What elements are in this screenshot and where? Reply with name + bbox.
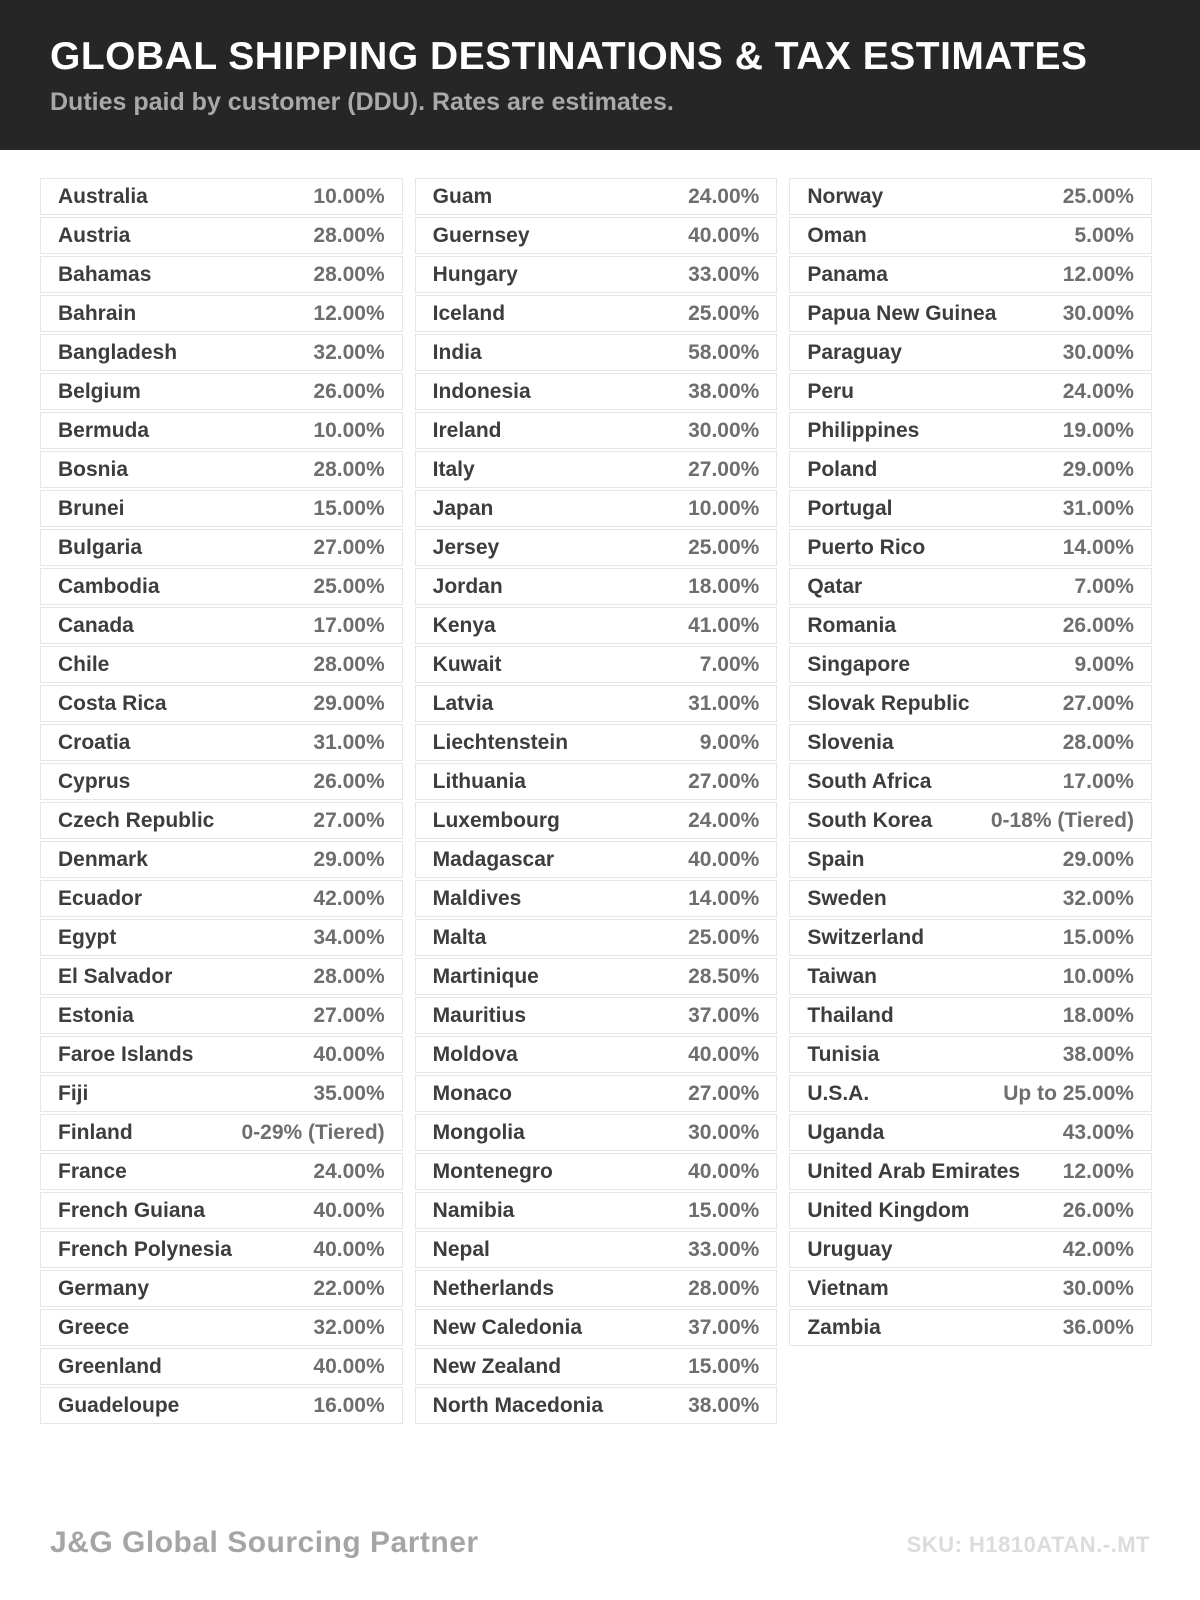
country-name: Indonesia xyxy=(432,379,531,403)
table-row xyxy=(415,295,778,332)
tax-rate: 36.00% xyxy=(1062,1315,1134,1339)
country-name: Montenegro xyxy=(432,1159,553,1183)
country-name: Slovenia xyxy=(807,730,894,754)
country-name: Kuwait xyxy=(432,652,502,676)
tax-rate: 30.00% xyxy=(688,418,760,442)
table-row xyxy=(789,1036,1152,1073)
table-row xyxy=(789,919,1152,956)
country-name: Luxembourg xyxy=(432,808,560,832)
tax-rate: 26.00% xyxy=(313,379,385,403)
country-name: New Caledonia xyxy=(432,1315,583,1339)
tax-rate: 25.00% xyxy=(313,574,385,598)
tax-rate: 14.00% xyxy=(1062,535,1134,559)
tax-rate: 17.00% xyxy=(313,613,385,637)
table-row xyxy=(415,841,778,878)
country-name: Jersey xyxy=(432,535,500,559)
tax-rate: 34.00% xyxy=(313,925,385,949)
tax-rate: 10.00% xyxy=(313,184,385,208)
table-row xyxy=(415,1075,778,1112)
shipping-rates-table xyxy=(40,178,1152,1426)
country-name: Greece xyxy=(58,1315,130,1339)
country-name: Fiji xyxy=(58,1081,89,1105)
table-row xyxy=(789,178,1152,215)
page-title: GLOBAL SHIPPING DESTINATIONS & TAX ESTIMATES xyxy=(50,35,1088,78)
table-row xyxy=(789,1075,1152,1112)
table-row xyxy=(40,295,403,332)
table-row xyxy=(415,919,778,956)
table-row xyxy=(40,763,403,800)
table-row xyxy=(415,802,778,839)
country-name: Panama xyxy=(807,262,888,286)
table-row xyxy=(415,607,778,644)
country-name: Uganda xyxy=(807,1120,885,1144)
table-row xyxy=(40,997,403,1034)
tax-rate: 40.00% xyxy=(313,1237,385,1261)
country-name: Bahamas xyxy=(58,262,152,286)
country-name: Vietnam xyxy=(807,1276,889,1300)
table-row xyxy=(40,568,403,605)
table-row xyxy=(415,880,778,917)
country-name: Tunisia xyxy=(807,1042,880,1066)
country-name: Ireland xyxy=(432,418,502,442)
country-name: French Polynesia xyxy=(58,1237,232,1261)
table-row xyxy=(415,1387,778,1424)
tax-rate: 29.00% xyxy=(313,691,385,715)
tax-rate: 37.00% xyxy=(688,1315,760,1339)
tax-rate: 28.00% xyxy=(313,652,385,676)
tax-rate: 40.00% xyxy=(688,1042,760,1066)
table-row xyxy=(415,1231,778,1268)
table-row xyxy=(40,724,403,761)
tax-rate: 24.00% xyxy=(688,808,760,832)
table-row xyxy=(789,412,1152,449)
table-row xyxy=(789,685,1152,722)
country-name: Netherlands xyxy=(432,1276,555,1300)
tax-rate: 9.00% xyxy=(699,730,760,754)
country-name: Portugal xyxy=(807,496,893,520)
table-row xyxy=(415,412,778,449)
tax-rate: 29.00% xyxy=(313,847,385,871)
country-name: Belgium xyxy=(58,379,141,403)
tax-rate: 37.00% xyxy=(688,1003,760,1027)
tax-rate: 27.00% xyxy=(1062,691,1134,715)
table-row xyxy=(415,256,778,293)
country-name: Liechtenstein xyxy=(432,730,569,754)
tax-rate: 32.00% xyxy=(313,340,385,364)
country-name: India xyxy=(432,340,482,364)
table-column-3 xyxy=(789,178,1152,1348)
table-row xyxy=(415,451,778,488)
country-name: Chile xyxy=(58,652,110,676)
table-row xyxy=(789,1114,1152,1151)
country-name: U.S.A. xyxy=(807,1081,870,1105)
table-row xyxy=(415,958,778,995)
table-row xyxy=(40,646,403,683)
tax-rate: 12.00% xyxy=(313,301,385,325)
tax-rate: 0-29% (Tiered) xyxy=(241,1120,385,1144)
page-footer xyxy=(0,1526,1200,1560)
country-name: Egypt xyxy=(58,925,117,949)
country-name: Moldova xyxy=(432,1042,518,1066)
table-row xyxy=(40,1348,403,1385)
tax-rate: 38.00% xyxy=(688,379,760,403)
tax-rate: 30.00% xyxy=(1062,340,1134,364)
tax-rate: 9.00% xyxy=(1074,652,1134,676)
table-row xyxy=(789,334,1152,371)
country-name: Nepal xyxy=(432,1237,490,1261)
country-name: Austria xyxy=(58,223,131,247)
table-row xyxy=(789,841,1152,878)
country-name: Greenland xyxy=(58,1354,162,1378)
table-row xyxy=(40,1231,403,1268)
table-row xyxy=(789,880,1152,917)
table-row xyxy=(40,685,403,722)
country-name: Namibia xyxy=(432,1198,515,1222)
table-row xyxy=(789,607,1152,644)
page-header xyxy=(0,0,1200,150)
country-name: Cyprus xyxy=(58,769,131,793)
tax-rate: 40.00% xyxy=(688,1159,760,1183)
country-name: North Macedonia xyxy=(432,1393,604,1417)
table-row xyxy=(789,646,1152,683)
tax-rate: 27.00% xyxy=(313,535,385,559)
table-row xyxy=(40,607,403,644)
tax-rate: 22.00% xyxy=(313,1276,385,1300)
country-name: Bosnia xyxy=(58,457,129,481)
tax-rate: 40.00% xyxy=(313,1198,385,1222)
table-row xyxy=(40,451,403,488)
tax-rate: 17.00% xyxy=(1062,769,1134,793)
country-name: Poland xyxy=(807,457,878,481)
table-row xyxy=(789,568,1152,605)
tax-rate: 58.00% xyxy=(688,340,760,364)
country-name: French Guiana xyxy=(58,1198,206,1222)
table-row xyxy=(789,802,1152,839)
country-name: Guadeloupe xyxy=(58,1393,180,1417)
tax-rate: 10.00% xyxy=(688,496,760,520)
country-name: Martinique xyxy=(432,964,539,988)
table-row xyxy=(40,841,403,878)
country-name: South Africa xyxy=(807,769,932,793)
country-name: Denmark xyxy=(58,847,148,871)
tax-rate: 28.00% xyxy=(313,964,385,988)
country-name: Canada xyxy=(58,613,134,637)
table-row xyxy=(789,763,1152,800)
table-row xyxy=(40,1036,403,1073)
table-row xyxy=(415,1348,778,1385)
table-row xyxy=(415,763,778,800)
country-name: Spain xyxy=(807,847,865,871)
country-name: Iceland xyxy=(432,301,506,325)
country-name: South Korea xyxy=(807,808,933,832)
country-name: Jordan xyxy=(432,574,503,598)
tax-rate: 28.50% xyxy=(688,964,760,988)
table-row xyxy=(415,217,778,254)
tax-rate: 27.00% xyxy=(688,769,760,793)
tax-rate: 18.00% xyxy=(688,574,760,598)
table-row xyxy=(789,256,1152,293)
tax-rate: 31.00% xyxy=(688,691,760,715)
country-name: Lithuania xyxy=(432,769,526,793)
country-name: Thailand xyxy=(807,1003,894,1027)
country-name: Peru xyxy=(807,379,855,403)
table-row xyxy=(40,1114,403,1151)
table-row xyxy=(40,334,403,371)
table-row xyxy=(415,490,778,527)
table-row xyxy=(789,295,1152,332)
table-row xyxy=(415,724,778,761)
table-row xyxy=(40,490,403,527)
tax-rate: 12.00% xyxy=(1062,1159,1134,1183)
tax-rate: 27.00% xyxy=(313,808,385,832)
country-name: Slovak Republic xyxy=(807,691,970,715)
country-name: Germany xyxy=(58,1276,150,1300)
tax-rate: 7.00% xyxy=(699,652,760,676)
tax-rate: 40.00% xyxy=(688,223,760,247)
country-name: Costa Rica xyxy=(58,691,167,715)
tax-rate: 25.00% xyxy=(688,535,760,559)
tax-rate: 25.00% xyxy=(688,301,760,325)
table-row xyxy=(789,958,1152,995)
country-name: Sweden xyxy=(807,886,887,910)
tax-rate: 28.00% xyxy=(313,262,385,286)
tax-rate: 41.00% xyxy=(688,613,760,637)
country-name: Singapore xyxy=(807,652,911,676)
country-name: Guernsey xyxy=(432,223,530,247)
tax-rate: 31.00% xyxy=(313,730,385,754)
country-name: United Arab Emirates xyxy=(807,1159,1021,1183)
table-row xyxy=(415,1192,778,1229)
country-name: Croatia xyxy=(58,730,131,754)
page-subtitle: Duties paid by customer (DDU). Rates are estimates. xyxy=(50,87,674,116)
table-row xyxy=(40,256,403,293)
country-name: Kenya xyxy=(432,613,496,637)
country-name: Faroe Islands xyxy=(58,1042,194,1066)
tax-rate: 28.00% xyxy=(313,223,385,247)
country-name: Maldives xyxy=(432,886,522,910)
country-name: Mauritius xyxy=(432,1003,526,1027)
country-name: Puerto Rico xyxy=(807,535,926,559)
tax-rate: 29.00% xyxy=(1062,847,1134,871)
table-row xyxy=(789,724,1152,761)
country-name: Italy xyxy=(432,457,475,481)
tax-rate: 32.00% xyxy=(313,1315,385,1339)
tax-rate: 24.00% xyxy=(313,1159,385,1183)
country-name: Bangladesh xyxy=(58,340,178,364)
country-name: Brunei xyxy=(58,496,125,520)
tax-rate: 27.00% xyxy=(313,1003,385,1027)
country-name: Bermuda xyxy=(58,418,150,442)
table-row xyxy=(40,880,403,917)
table-row xyxy=(415,1114,778,1151)
tax-rate: 15.00% xyxy=(688,1198,760,1222)
tax-rate: 28.00% xyxy=(688,1276,760,1300)
table-row xyxy=(415,373,778,410)
tax-rate: 33.00% xyxy=(688,262,760,286)
table-row xyxy=(40,1387,403,1424)
table-row xyxy=(789,1309,1152,1346)
table-row xyxy=(40,802,403,839)
country-name: Bahrain xyxy=(58,301,137,325)
tax-rate: 30.00% xyxy=(1062,301,1134,325)
tax-rate: 28.00% xyxy=(1062,730,1134,754)
country-name: Romania xyxy=(807,613,897,637)
table-row xyxy=(415,529,778,566)
tax-rate: 33.00% xyxy=(688,1237,760,1261)
table-row xyxy=(40,1153,403,1190)
tax-rate: 7.00% xyxy=(1074,574,1134,598)
tax-rate: 42.00% xyxy=(313,886,385,910)
country-name: Guam xyxy=(432,184,493,208)
country-name: El Salvador xyxy=(58,964,173,988)
country-name: Estonia xyxy=(58,1003,134,1027)
country-name: Taiwan xyxy=(807,964,877,988)
country-name: Philippines xyxy=(807,418,920,442)
country-name: Norway xyxy=(807,184,884,208)
country-name: Paraguay xyxy=(807,340,902,364)
tax-rate: 18.00% xyxy=(1062,1003,1134,1027)
table-row xyxy=(415,997,778,1034)
tax-rate: 35.00% xyxy=(313,1081,385,1105)
country-name: France xyxy=(58,1159,127,1183)
table-row xyxy=(789,529,1152,566)
table-column-1 xyxy=(40,178,403,1426)
tax-rate: 25.00% xyxy=(1062,184,1134,208)
country-name: Papua New Guinea xyxy=(807,301,997,325)
table-row xyxy=(415,646,778,683)
table-row xyxy=(40,178,403,215)
brand-name: J&G Global Sourcing Partner xyxy=(50,1526,479,1559)
country-name: Cambodia xyxy=(58,574,160,598)
country-name: Ecuador xyxy=(58,886,143,910)
table-row xyxy=(40,1192,403,1229)
sku-label: SKU: H1810ATAN.-.MT xyxy=(906,1532,1150,1557)
table-row xyxy=(415,334,778,371)
tax-rate: 38.00% xyxy=(1062,1042,1134,1066)
table-row xyxy=(789,217,1152,254)
country-name: Uruguay xyxy=(807,1237,893,1261)
table-row xyxy=(415,1036,778,1073)
table-row xyxy=(40,1270,403,1307)
tax-rate: 26.00% xyxy=(1062,613,1134,637)
country-name: Qatar xyxy=(807,574,863,598)
table-row xyxy=(789,451,1152,488)
tax-rate: 32.00% xyxy=(1062,886,1134,910)
tax-rate: 31.00% xyxy=(1062,496,1134,520)
tax-rate: 42.00% xyxy=(1062,1237,1134,1261)
table-row xyxy=(40,1075,403,1112)
table-row xyxy=(40,373,403,410)
tax-rate: 19.00% xyxy=(1062,418,1134,442)
tax-rate: 15.00% xyxy=(1062,925,1134,949)
country-name: Mongolia xyxy=(432,1120,525,1144)
table-row xyxy=(415,568,778,605)
tax-rate: Up to 25.00% xyxy=(1003,1081,1134,1105)
tax-rate: 40.00% xyxy=(688,847,760,871)
tax-rate: 40.00% xyxy=(313,1354,385,1378)
table-row xyxy=(40,529,403,566)
table-row xyxy=(40,958,403,995)
country-name: Switzerland xyxy=(807,925,925,949)
tax-rate: 0-18% (Tiered) xyxy=(990,808,1134,832)
country-name: Monaco xyxy=(432,1081,512,1105)
country-name: Madagascar xyxy=(432,847,555,871)
table-row xyxy=(40,217,403,254)
table-row xyxy=(789,1270,1152,1307)
country-name: Japan xyxy=(432,496,494,520)
country-name: United Kingdom xyxy=(807,1198,970,1222)
table-row xyxy=(789,997,1152,1034)
tax-rate: 28.00% xyxy=(313,457,385,481)
table-row xyxy=(789,490,1152,527)
table-row xyxy=(789,1192,1152,1229)
tax-rate: 30.00% xyxy=(1062,1276,1134,1300)
country-name: Hungary xyxy=(432,262,518,286)
tax-rate: 26.00% xyxy=(313,769,385,793)
country-name: Finland xyxy=(58,1120,133,1144)
tax-rate: 15.00% xyxy=(688,1354,760,1378)
tax-rate: 14.00% xyxy=(688,886,760,910)
tax-rate: 40.00% xyxy=(313,1042,385,1066)
country-name: Australia xyxy=(58,184,148,208)
table-row xyxy=(415,1153,778,1190)
tax-rate: 5.00% xyxy=(1074,223,1134,247)
country-name: Malta xyxy=(432,925,487,949)
tax-rate: 10.00% xyxy=(1062,964,1134,988)
tax-rate: 27.00% xyxy=(688,457,760,481)
table-row xyxy=(415,1270,778,1307)
tax-rate: 10.00% xyxy=(313,418,385,442)
tax-rate: 24.00% xyxy=(688,184,760,208)
country-name: Zambia xyxy=(807,1315,881,1339)
table-row xyxy=(40,412,403,449)
tax-rate: 15.00% xyxy=(313,496,385,520)
table-column-2 xyxy=(415,178,778,1426)
tax-rate: 29.00% xyxy=(1062,457,1134,481)
table-row xyxy=(40,919,403,956)
country-name: New Zealand xyxy=(432,1354,562,1378)
country-name: Latvia xyxy=(432,691,494,715)
table-row xyxy=(415,1309,778,1346)
tax-rate: 38.00% xyxy=(688,1393,760,1417)
tax-rate: 27.00% xyxy=(688,1081,760,1105)
country-name: Czech Republic xyxy=(58,808,215,832)
table-row xyxy=(789,1153,1152,1190)
tax-rate: 16.00% xyxy=(313,1393,385,1417)
table-row xyxy=(40,1309,403,1346)
tax-rate: 26.00% xyxy=(1062,1198,1134,1222)
tax-rate: 30.00% xyxy=(688,1120,760,1144)
table-row xyxy=(789,373,1152,410)
table-row xyxy=(415,178,778,215)
tax-rate: 24.00% xyxy=(1062,379,1134,403)
table-row xyxy=(789,1231,1152,1268)
tax-rate: 43.00% xyxy=(1062,1120,1134,1144)
country-name: Oman xyxy=(807,223,867,247)
tax-rate: 12.00% xyxy=(1062,262,1134,286)
tax-rate: 25.00% xyxy=(688,925,760,949)
country-name: Bulgaria xyxy=(58,535,143,559)
table-row xyxy=(415,685,778,722)
